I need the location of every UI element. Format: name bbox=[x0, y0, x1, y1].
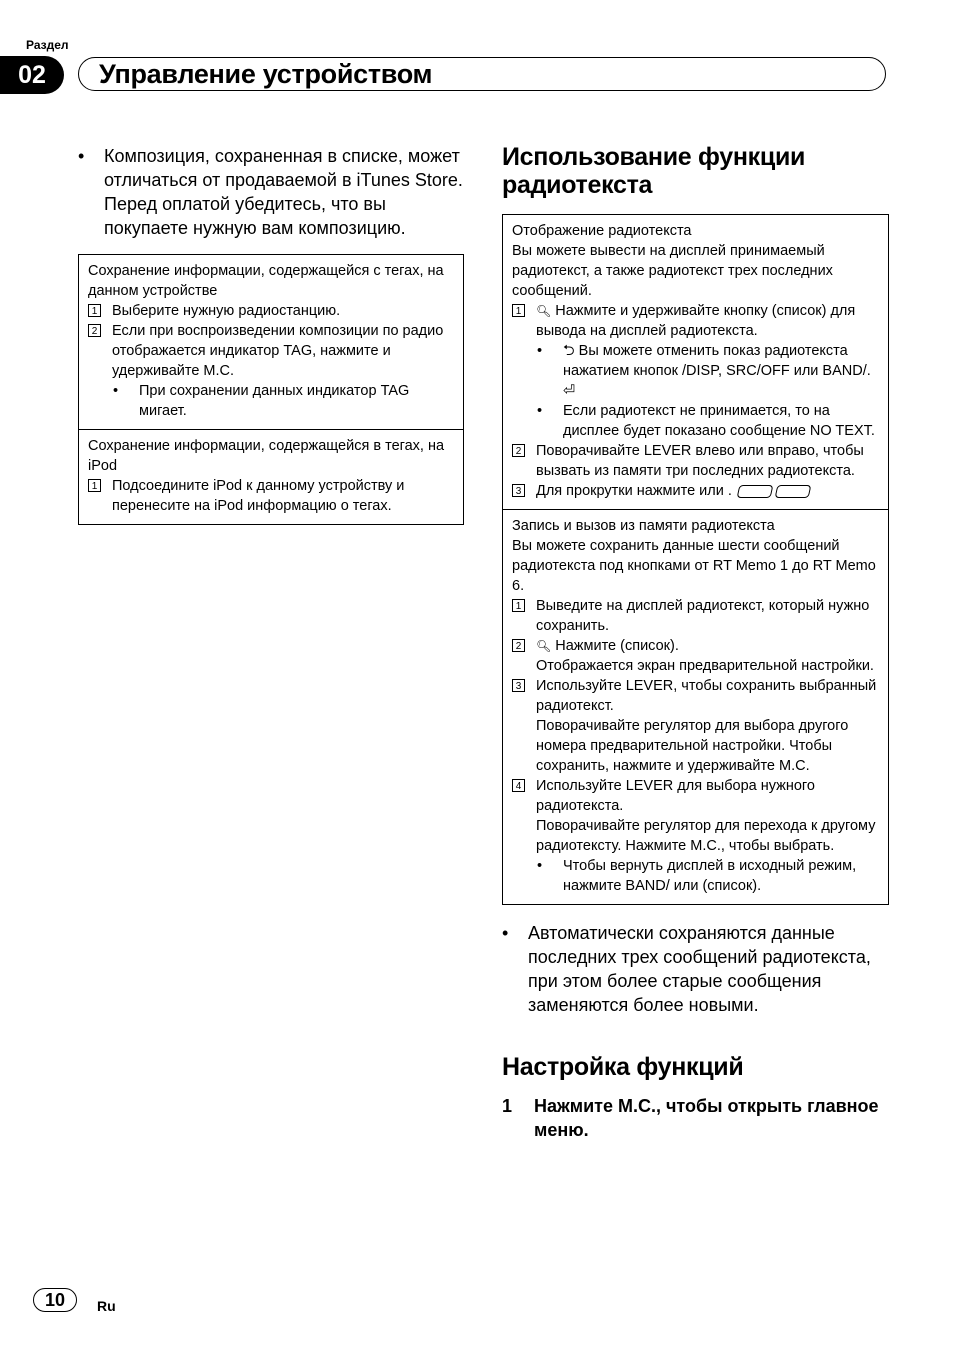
step-text: Если при воспроизведении композиции по радио отображается индикатор TAG, нажмите и удерживайте M.C. bbox=[112, 323, 444, 379]
step-1 bbox=[88, 476, 455, 516]
bullet-dot: • bbox=[502, 923, 509, 943]
box-title: Запись и вызов из памяти радиотекста bbox=[512, 518, 775, 534]
scroll-right-button-icon bbox=[775, 485, 812, 498]
instruction-step bbox=[502, 1094, 889, 1142]
box-title: Отображение радиотекста bbox=[512, 223, 692, 239]
page-title-text: Управление устройством bbox=[99, 58, 433, 89]
bullet-dot: • bbox=[78, 146, 85, 166]
step-3 bbox=[512, 481, 880, 501]
right-column bbox=[502, 143, 889, 1142]
search-icon: 🔍︎ bbox=[536, 639, 552, 653]
left-bullet-text: Композиция, сохраненная в списке, может отличаться от продаваемой в iTunes Store. Перед оплатой убедитесь, что вы покупаете нужную вам композицию. bbox=[104, 146, 463, 238]
step-text: Подсоедините iPod к данному устройству и перенесите на iPod информацию о тегах. bbox=[112, 478, 405, 514]
left-column bbox=[78, 144, 464, 525]
step-number: 1 bbox=[512, 304, 525, 317]
section-heading-settings: Настройка функций bbox=[502, 1053, 744, 1081]
step-1 bbox=[512, 596, 880, 636]
step-text: Выберите нужную радиостанцию. bbox=[112, 303, 341, 319]
sub-bullet: • При сохранении данных индикатор TAG мигает. bbox=[88, 381, 455, 421]
band-icon: ⏎ bbox=[563, 383, 576, 399]
step-1 bbox=[88, 301, 455, 321]
tags-box-section-ipod bbox=[79, 429, 463, 524]
radiotext-box bbox=[502, 214, 889, 905]
right-bullet bbox=[502, 921, 889, 1017]
step-2 bbox=[88, 321, 455, 381]
step-number: 3 bbox=[512, 484, 525, 497]
back-arrow-icon: ⮌ bbox=[563, 343, 575, 359]
step-number: 2 bbox=[88, 324, 101, 337]
radiotext-display-section bbox=[503, 215, 888, 509]
scroll-left-button-icon bbox=[737, 485, 774, 498]
step-4 bbox=[512, 776, 880, 856]
step-number: 1 bbox=[512, 599, 525, 612]
step-2 bbox=[512, 636, 880, 676]
step-3 bbox=[512, 676, 880, 776]
step-2 bbox=[512, 441, 880, 481]
instruction-step-number: 1 bbox=[502, 1096, 513, 1116]
instruction-step-text: Нажмите M.C., чтобы открыть главное меню. bbox=[534, 1096, 879, 1140]
tags-box-section-device bbox=[79, 255, 463, 429]
page-title bbox=[78, 57, 886, 91]
section-heading-radiotext: Использование функции радиотекста bbox=[502, 143, 806, 199]
section-number: 02 bbox=[0, 56, 64, 94]
box-intro: Вы можете вывести на дисплей принимаемый радиотекст, а также радиотекст трех последних сообщений. bbox=[512, 243, 833, 299]
tags-box bbox=[78, 254, 464, 525]
sub-bullet: • Чтобы вернуть дисплей в исходный режим, нажмите BAND/ или (список). bbox=[512, 856, 880, 896]
sub-bullet-text: При сохранении данных индикатор TAG мигает. bbox=[139, 383, 410, 419]
step-text: Для прокрутки нажмите или . bbox=[536, 481, 880, 501]
language-code: Ru bbox=[97, 1298, 116, 1314]
sub-bullet: • Если радиотекст не принимается, то на дисплее будет показано сообщение NO TEXT. bbox=[512, 401, 880, 441]
step-number: 1 bbox=[88, 479, 101, 492]
step-text: 🔍︎ Нажмите и удерживайте кнопку (список) для вывода на дисплей радиотекста. bbox=[536, 303, 856, 339]
step-text: Поворачивайте LEVER влево или вправо, чтобы вызвать из памяти три последних радиотекста. bbox=[536, 443, 864, 479]
sub-bullet: • ⮌ Вы можете отменить показ радиотекста нажатием кнопок /DISP, SRC/OFF или BAND/. ⏎ bbox=[512, 341, 880, 401]
step-text: Используйте LEVER, чтобы сохранить выбранный радиотекст. Поворачивайте регулятор для выбора другого номера предварительной настройки. Чтобы сохранить, нажмите и удерживайте M.C. bbox=[536, 678, 877, 774]
right-bullet-text: Автоматически сохраняются данные последних трех сообщений радиотекста, при этом более старые сообщения заменяются более новыми. bbox=[528, 923, 871, 1015]
step-text: Выведите на дисплей радиотекст, который нужно сохранить. bbox=[536, 598, 870, 634]
step-number: 1 bbox=[88, 304, 101, 317]
box-title: Сохранение информации, содержащейся с тегах, на данном устройстве bbox=[88, 263, 444, 299]
sub-bullet-text: ⮌ Вы можете отменить показ радиотекста нажатием кнопок /DISP, SRC/OFF или BAND/. ⏎ bbox=[563, 343, 871, 399]
section-label: Раздел bbox=[26, 38, 69, 52]
step-number: 4 bbox=[512, 779, 525, 792]
step-text: Используйте LEVER для выбора нужного радиотекста. Поворачивайте регулятор для перехода к другому радиотексту. Нажмите M.C., чтобы выбрать. bbox=[536, 778, 876, 854]
step-number: 2 bbox=[512, 639, 525, 652]
step-number: 2 bbox=[512, 444, 525, 457]
search-icon: 🔍︎ bbox=[536, 304, 552, 318]
step-text: 🔍︎ Нажмите (список). Отображается экран предварительной настройки. bbox=[536, 638, 874, 674]
step-number: 3 bbox=[512, 679, 525, 692]
step-1 bbox=[512, 301, 880, 341]
box-intro: Вы можете сохранить данные шести сообщений радиотекста под кнопками от RT Memo 1 до RT Memo 6. bbox=[512, 538, 876, 594]
radiotext-memory-section bbox=[503, 509, 888, 904]
left-bullet bbox=[78, 144, 464, 240]
box-title: Сохранение информации, содержащейся в тегах, на iPod bbox=[88, 438, 445, 474]
sub-bullet-text: Чтобы вернуть дисплей в исходный режим, нажмите BAND/ или (список). bbox=[563, 858, 857, 894]
page-number: 10 bbox=[33, 1288, 77, 1312]
sub-bullet-text: Если радиотекст не принимается, то на дисплее будет показано сообщение NO TEXT. bbox=[563, 403, 875, 439]
